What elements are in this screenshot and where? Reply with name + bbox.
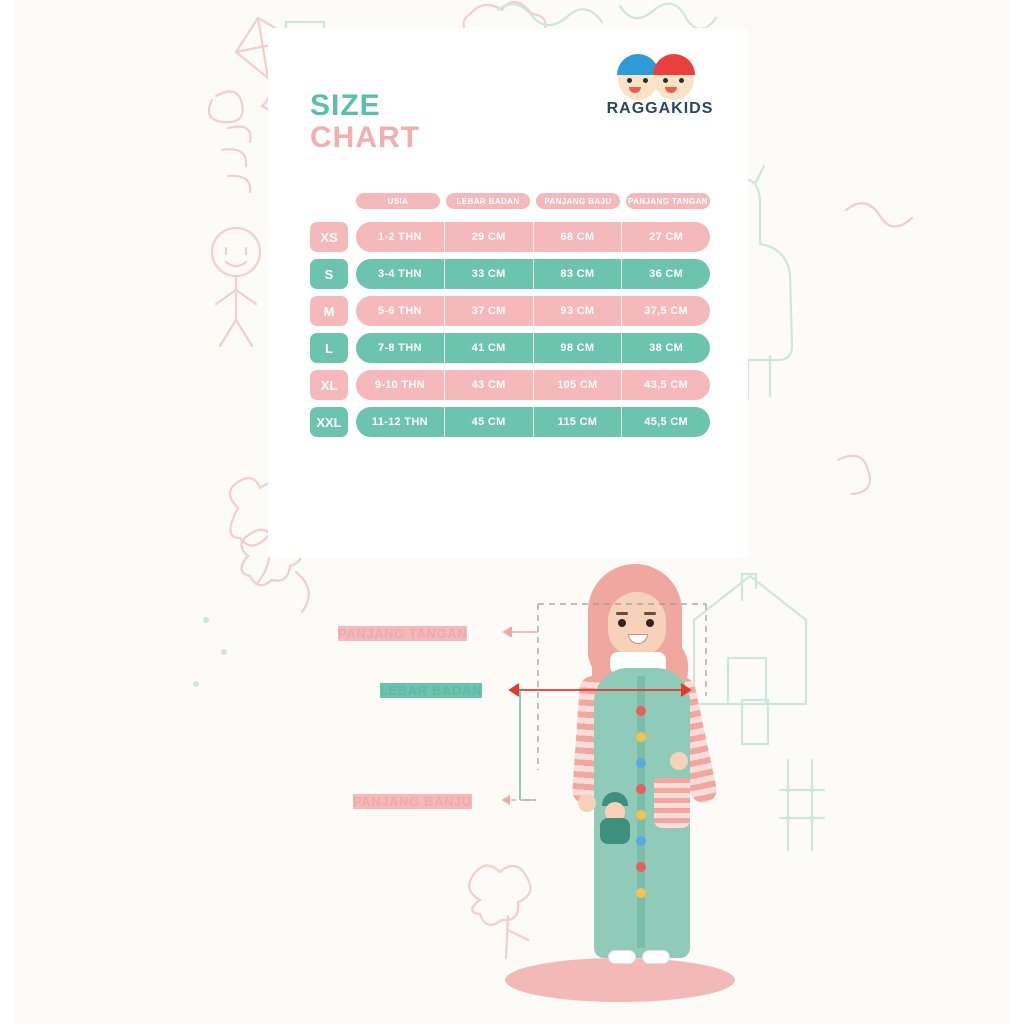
brand-logo [600,56,720,136]
size-label: M [310,296,348,326]
cell-panjang-baju: 83 CM [534,259,623,289]
size-label: XXL [310,407,348,437]
cell-panjang-tangan: 45,5 CM [644,416,688,428]
table-header-row [310,193,710,209]
logo-cap-red-icon [653,54,695,75]
logo-eye [679,78,684,83]
size-table [310,193,710,444]
column-header-panjang-tangan: PANJANG TANGAN [626,193,710,209]
header-size-spacer [310,186,348,216]
cell-lebar-badan: 37 CM [445,296,534,326]
column-header-lebar-badan: LEBAR BADAN [446,193,530,209]
cell-panjang-baju: 93 CM [534,296,623,326]
title-line-1: SIZE [310,89,381,122]
cell-usia: 7-8 THN [356,333,445,363]
label-panjang-tangan: PANJANG TANGAN [338,626,468,641]
logo-eye [643,78,648,83]
cell-lebar-badan: 43 CM [445,370,534,400]
cell-panjang-baju: 105 CM [534,370,623,400]
size-label: XL [310,370,348,400]
label-panjang-banju: PANJANG BANJU [353,794,472,809]
size-label: S [310,259,348,289]
table-row [310,259,710,289]
cell-usia: 11-12 THN [356,407,445,437]
table-row [310,222,710,252]
cell-panjang-baju: 98 CM [534,333,623,363]
column-header-panjang-baju: PANJANG BAJU [536,193,620,209]
brand-name: RAGGAKIDS [606,100,714,117]
cell-usia: 3-4 THN [356,259,445,289]
logo-faces-icon [600,56,720,102]
table-row [310,333,710,363]
cell-lebar-badan: 29 CM [445,222,534,252]
size-label: L [310,333,348,363]
logo-eye [627,78,632,83]
cell-usia: 5-6 THN [356,296,445,326]
page-title [310,90,420,153]
cell-lebar-badan: 33 CM [445,259,534,289]
annotation-lines [0,556,1024,1024]
cell-panjang-tangan: 43,5 CM [644,379,688,391]
table-row [310,296,710,326]
measurement-diagram [0,556,1024,1024]
cell-panjang-baju: 68 CM [534,222,623,252]
cell-panjang-tangan: 37,5 CM [644,305,688,317]
size-label: XS [310,222,348,252]
cell-usia: 9-10 THN [356,370,445,400]
label-lebar-badan: LEBAR BADAN [380,683,482,698]
cell-panjang-baju: 115 CM [534,407,623,437]
size-chart-card [268,28,748,558]
title-line-2: CHART [310,120,420,154]
table-row [310,407,710,437]
table-row [310,370,710,400]
cell-lebar-badan: 41 CM [445,333,534,363]
cell-lebar-badan: 45 CM [445,407,534,437]
right-white-margin [1010,0,1024,1024]
cell-panjang-tangan: 38 CM [649,342,684,354]
left-white-margin [0,0,14,1024]
column-header-usia: USIA [356,193,440,209]
cell-panjang-tangan: 27 CM [649,231,684,243]
logo-eye [663,78,668,83]
cell-panjang-tangan: 36 CM [649,268,684,280]
cell-usia: 1-2 THN [356,222,445,252]
